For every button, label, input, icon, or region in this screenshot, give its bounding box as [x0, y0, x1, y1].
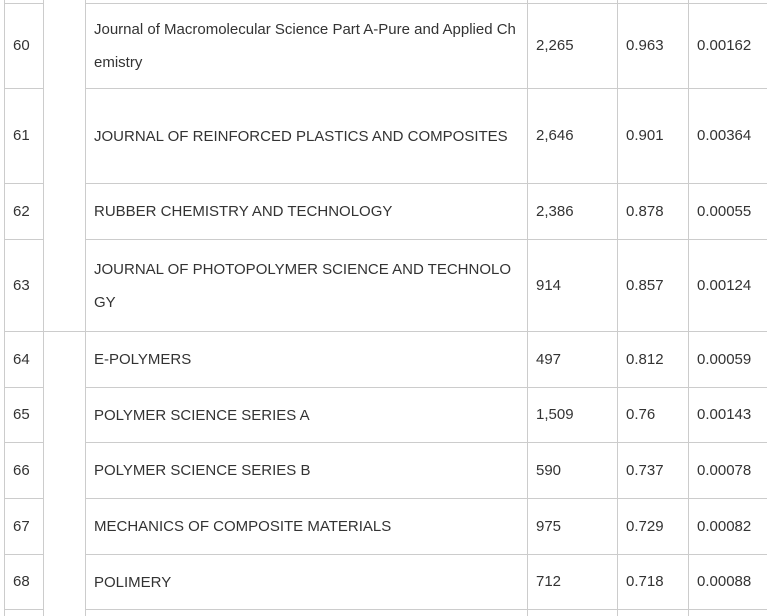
rank-cell: 63: [5, 240, 44, 332]
journal-title-cell: POLIMERY: [86, 555, 528, 610]
impact-factor-cell: 0.963: [618, 4, 689, 89]
rank-cell: 66: [5, 443, 44, 499]
impact-factor-cell: 0.729: [618, 499, 689, 555]
journal-title-cell: JOURNAL OF REINFORCED PLASTICS AND COMPOSITES: [86, 89, 528, 184]
impact-factor-cell: 0.737: [618, 443, 689, 499]
eigenfactor-cell: 0.00364: [689, 89, 767, 184]
eigenfactor-cell: 0.00082: [689, 499, 767, 555]
journal-title-cell: RUBBER CHEMISTRY AND TECHNOLOGY: [86, 184, 528, 240]
total-cites-cell: 590: [528, 443, 618, 499]
eigenfactor-cell: 0.00143: [689, 388, 767, 443]
eigenfactor-cell: 0.00055: [689, 184, 767, 240]
table-row: [5, 555, 767, 610]
group-span-cell: [44, 0, 86, 332]
rank-cell: 61: [5, 89, 44, 184]
total-cites-cell: 975: [528, 499, 618, 555]
total-cites-cell: 2,646: [528, 89, 618, 184]
journal-title-cell: [86, 610, 528, 616]
impact-factor-cell: 0.718: [618, 555, 689, 610]
journal-title-cell: POLYMER SCIENCE SERIES B: [86, 443, 528, 499]
impact-factor-cell: 0.812: [618, 332, 689, 388]
total-cites-cell: 2,386: [528, 184, 618, 240]
eigenfactor-cell: 0.00124: [689, 240, 767, 332]
eigenfactor-cell: 0.00088: [689, 555, 767, 610]
eigenfactor-cell: 0.00059: [689, 332, 767, 388]
table-row: [5, 240, 767, 332]
group-span-cell: [44, 332, 86, 616]
impact-factor-cell: 0.901: [618, 89, 689, 184]
journal-title-cell: E-POLYMERS: [86, 332, 528, 388]
total-cites-cell: 1,509: [528, 388, 618, 443]
eigenfactor-cell: 0.00162: [689, 4, 767, 89]
total-cites-cell: 914: [528, 240, 618, 332]
table-row: [5, 443, 767, 499]
table-row: [5, 89, 767, 184]
rank-cell: 68: [5, 555, 44, 610]
table-row-clipped: [5, 610, 767, 616]
journal-title-cell: Journal of Macromolecular Science Part A-Pure and Applied Chemistry: [86, 4, 528, 89]
impact-factor-cell: 0.76: [618, 388, 689, 443]
eigenfactor-cell: 0.00078: [689, 443, 767, 499]
eigenfactor-cell: [689, 610, 767, 616]
rank-cell: [5, 610, 44, 616]
rank-cell: 67: [5, 499, 44, 555]
rank-cell: 62: [5, 184, 44, 240]
impact-factor-cell: 0.857: [618, 240, 689, 332]
table-row: [5, 184, 767, 240]
table-row: [5, 4, 767, 89]
journal-title-cell: MECHANICS OF COMPOSITE MATERIALS: [86, 499, 528, 555]
rank-cell: 64: [5, 332, 44, 388]
impact-factor-cell: 0.878: [618, 184, 689, 240]
rank-cell: 65: [5, 388, 44, 443]
total-cites-cell: 497: [528, 332, 618, 388]
total-cites-cell: 2,265: [528, 4, 618, 89]
journal-ranking-table: [4, 0, 767, 616]
table-row: [5, 332, 767, 388]
journal-title-cell: POLYMER SCIENCE SERIES A: [86, 388, 528, 443]
rank-cell: 60: [5, 4, 44, 89]
table-row: [5, 499, 767, 555]
total-cites-cell: 712: [528, 555, 618, 610]
table-row: [5, 388, 767, 443]
total-cites-cell: [528, 610, 618, 616]
impact-factor-cell: [618, 610, 689, 616]
journal-title-cell: JOURNAL OF PHOTOPOLYMER SCIENCE AND TECHNOLOGY: [86, 240, 528, 332]
